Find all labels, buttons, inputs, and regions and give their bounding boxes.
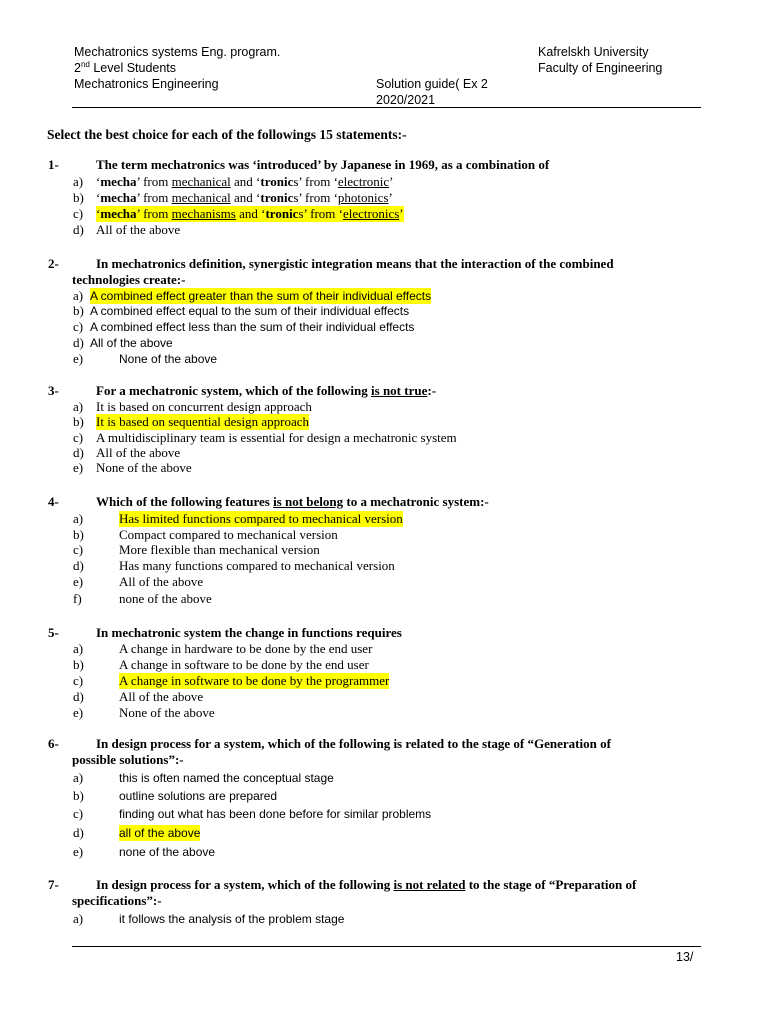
header-university: Kafrelskh University (538, 45, 649, 59)
option-text: A combined effect less than the sum of their individual effects (90, 320, 415, 334)
option-label: c) (73, 430, 84, 445)
header-solution-guide: Solution guide( Ex 2 (376, 77, 488, 91)
question-number: 7- (48, 877, 59, 892)
option-label: d) (73, 335, 84, 350)
option-label: b) (73, 190, 84, 205)
option-label: b) (73, 303, 84, 318)
option-text: none of the above (119, 591, 212, 606)
option-label: d) (73, 689, 84, 704)
option-text: A multidisciplinary team is essential for design a mechatronic system (96, 430, 457, 445)
question-text: In mechatronic system the change in functions requires (96, 625, 402, 640)
page-number: 13/ (676, 950, 694, 964)
option-label: e) (73, 460, 84, 475)
option-label: f) (73, 591, 82, 606)
option-text: None of the above (96, 460, 192, 475)
option-label: a) (73, 911, 84, 926)
header-year: 2020/2021 (376, 93, 436, 107)
option-label: a) (73, 770, 84, 785)
option-label: a) (73, 399, 84, 414)
question-text: Which of the following features is not belong to a mechatronic system:- (96, 494, 489, 509)
question-text: In design process for a system, which of the following is related to the stage of “Generation of (96, 736, 611, 751)
header-level: 2nd Level Students (74, 59, 177, 75)
option-text: Has many functions compared to mechanical version (119, 558, 395, 573)
header-right (538, 44, 738, 76)
option-text: All of the above (96, 445, 181, 460)
option-text: None of the above (119, 352, 218, 366)
question-number: 5- (48, 625, 59, 640)
option-label: d) (73, 558, 84, 573)
question-text-continued: specifications”:- (72, 893, 162, 908)
option-label: b) (73, 527, 84, 542)
option-text: All of the above (90, 336, 173, 350)
option-text: A change in software to be done by the end user (119, 657, 369, 672)
header-faculty: Faculty of Engineering (538, 61, 663, 75)
option-text-answer: all of the above (119, 826, 201, 840)
option-label: d) (73, 445, 84, 460)
option-text: none of the above (119, 845, 216, 859)
option-label: a) (73, 511, 84, 526)
question-text-continued: technologies create:- (72, 272, 186, 287)
option-label: c) (73, 542, 84, 557)
option-text: All of the above (119, 689, 204, 704)
question-number: 3- (48, 383, 59, 398)
option-text: More flexible than mechanical version (119, 542, 320, 557)
question-number: 1- (48, 157, 59, 172)
option-text: It is based on concurrent design approach (96, 399, 312, 414)
question-number: 2- (48, 256, 59, 271)
option-text: outline solutions are prepared (119, 789, 278, 803)
option-text: it follows the analysis of the problem stage (119, 912, 345, 926)
option-label: c) (73, 206, 84, 221)
option-text: All of the above (119, 574, 204, 589)
option-text-answer: A change in software to be done by the programmer (119, 673, 390, 688)
option-label: b) (73, 414, 84, 429)
header-divider (72, 107, 701, 108)
option-text: finding out what has been done before for similar problems (119, 807, 432, 821)
option-text: ‘mecha’ from mechanical and ‘tronics’ from ‘photonics’ (96, 190, 393, 205)
question-number: 6- (48, 736, 59, 751)
option-text-answer: ‘mecha’ from mechanisms and ‘tronics’ from ‘electronics’ (96, 206, 404, 221)
instruction-text: Select the best choice for each of the followings 15 statements:- (47, 127, 407, 142)
question-number: 4- (48, 494, 59, 509)
footer-divider (72, 946, 701, 947)
option-label: b) (73, 657, 84, 672)
option-text-answer: It is based on sequential design approach (96, 414, 309, 429)
option-label: d) (73, 222, 84, 237)
option-text: A change in hardware to be done by the end user (119, 641, 373, 656)
option-text: Compact compared to mechanical version (119, 527, 338, 542)
option-text-answer: Has limited functions compared to mechanical version (119, 511, 403, 526)
header-middle (376, 76, 536, 108)
option-text: ‘mecha’ from mechanical and ‘tronics’ from ‘electronic’ (96, 174, 394, 189)
option-label: e) (73, 705, 84, 720)
option-label: c) (73, 319, 84, 334)
option-label: c) (73, 673, 84, 688)
option-label: a) (73, 288, 84, 303)
header-department: Mechatronics Engineering (74, 77, 219, 91)
option-label: b) (73, 788, 84, 803)
question-text: The term mechatronics was ‘introduced’ by Japanese in 1969, as a combination of (96, 157, 550, 172)
question-text-continued: possible solutions”:- (72, 752, 184, 767)
option-text: None of the above (119, 705, 215, 720)
option-text: A combined effect equal to the sum of their individual effects (90, 304, 410, 318)
option-label: d) (73, 825, 84, 840)
header-left (74, 44, 374, 92)
option-label: e) (73, 574, 84, 589)
option-text: All of the above (96, 222, 181, 237)
option-label: e) (73, 351, 84, 366)
option-label: e) (73, 844, 84, 859)
option-text: this is often named the conceptual stage (119, 771, 334, 785)
question-text: In design process for a system, which of the following is not related to the stage of “Preparation of (96, 877, 637, 892)
question-text: For a mechatronic system, which of the following is not true:- (96, 383, 437, 398)
option-label: a) (73, 641, 84, 656)
option-label: a) (73, 174, 84, 189)
option-label: c) (73, 806, 84, 821)
option-text-answer: A combined effect greater than the sum of their individual effects (90, 289, 432, 303)
question-text: In mechatronics definition, synergistic integration means that the interaction of the combined (96, 256, 614, 271)
header-program: Mechatronics systems Eng. program. (74, 45, 281, 59)
